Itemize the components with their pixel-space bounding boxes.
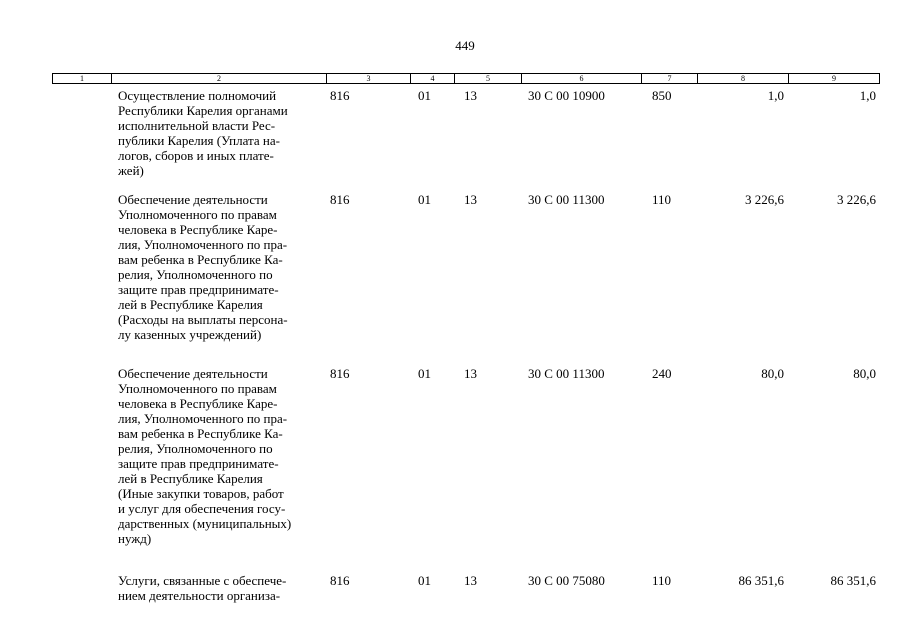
target-article-code: 30 С 00 75080 — [528, 573, 605, 588]
target-article-code: 30 С 00 11300 — [528, 192, 605, 207]
header-col-8: 8 — [698, 74, 789, 83]
column-number-header — [52, 73, 880, 84]
row-name — [118, 573, 328, 603]
row-name-line: логов, сборов и иных плате- — [118, 148, 274, 163]
row-name-line: (Иные закупки товаров, работ — [118, 486, 284, 501]
row-name-line: Уполномоченного по правам — [118, 381, 277, 396]
amount-col-8: 86 351,6 — [738, 573, 784, 588]
ministry-code: 816 — [330, 366, 350, 381]
amount-col-8: 3 226,6 — [745, 192, 784, 207]
row-name-line: релия, Уполномоченного по — [118, 267, 273, 282]
row-name-line: публики Карелия (Уплата на- — [118, 133, 280, 148]
subsection-code: 13 — [464, 573, 477, 588]
row-name-line: Услуги, связанные с обеспече- — [118, 573, 287, 588]
row-name-line: лей в Республике Карелия — [118, 297, 263, 312]
row-name-line: (Расходы на выплаты персона- — [118, 312, 288, 327]
row-name-line: лия, Уполномоченного по пра- — [118, 237, 288, 252]
expense-type-code: 850 — [652, 88, 672, 103]
row-name-line: исполнительной власти Рес- — [118, 118, 276, 133]
row-name-line: человека в Республике Каре- — [118, 396, 278, 411]
header-col-6: 6 — [522, 74, 642, 83]
row-name-line: Осуществление полномочий — [118, 88, 277, 103]
expense-type-code: 110 — [652, 573, 672, 588]
row-name-line: и услуг для обеспечения госу- — [118, 501, 286, 516]
amount-col-9: 86 351,6 — [830, 573, 876, 588]
row-name-line: Обеспечение деятельности — [118, 366, 268, 381]
row-name-line: лу казенных учреждений) — [118, 327, 262, 342]
header-col-3: 3 — [327, 74, 411, 83]
section-code: 01 — [418, 366, 431, 381]
row-name-line: Обеспечение деятельности — [118, 192, 268, 207]
subsection-code: 13 — [464, 366, 477, 381]
ministry-code: 816 — [330, 192, 350, 207]
row-name — [118, 88, 328, 178]
header-col-4: 4 — [411, 74, 455, 83]
row-name-line: вам ребенка в Республике Ка- — [118, 426, 283, 441]
target-article-code: 30 С 00 11300 — [528, 366, 605, 381]
amount-col-9: 3 226,6 — [837, 192, 876, 207]
row-name-line: лей в Республике Карелия — [118, 471, 263, 486]
subsection-code: 13 — [464, 88, 477, 103]
row-name-line: Республики Карелия органами — [118, 103, 288, 118]
header-col-5: 5 — [455, 74, 522, 83]
page-number: 449 — [455, 38, 475, 53]
amount-col-9: 1,0 — [859, 88, 876, 103]
row-name-line: защите прав предпринимате- — [118, 282, 279, 297]
row-name-line: человека в Республике Каре- — [118, 222, 278, 237]
row-name-line: нием деятельности организа- — [118, 588, 281, 603]
row-name — [118, 366, 328, 546]
header-col-9: 9 — [832, 74, 836, 83]
expense-type-code: 240 — [652, 366, 672, 381]
row-name-line: Уполномоченного по правам — [118, 207, 277, 222]
row-name-line: релия, Уполномоченного по — [118, 441, 273, 456]
amount-col-9: 80,0 — [853, 366, 876, 381]
section-code: 01 — [418, 192, 431, 207]
amount-col-8: 80,0 — [761, 366, 784, 381]
expense-type-code: 110 — [652, 192, 672, 207]
header-col-1: 1 — [53, 74, 112, 83]
row-name-line: защите прав предпринимате- — [118, 456, 279, 471]
subsection-code: 13 — [464, 192, 477, 207]
section-code: 01 — [418, 88, 431, 103]
ministry-code: 816 — [330, 573, 350, 588]
header-col-2: 2 — [112, 74, 327, 83]
row-name-line: жей) — [118, 163, 144, 178]
amount-col-8: 1,0 — [767, 88, 784, 103]
section-code: 01 — [418, 573, 431, 588]
row-name-line: дарственных (муниципальных) — [118, 516, 292, 531]
row-name-line: лия, Уполномоченного по пра- — [118, 411, 288, 426]
target-article-code: 30 С 00 10900 — [528, 88, 605, 103]
row-name — [118, 192, 328, 342]
row-name-line: нужд) — [118, 531, 152, 546]
ministry-code: 816 — [330, 88, 350, 103]
header-col-7: 7 — [642, 74, 698, 83]
row-name-line: вам ребенка в Республике Ка- — [118, 252, 283, 267]
